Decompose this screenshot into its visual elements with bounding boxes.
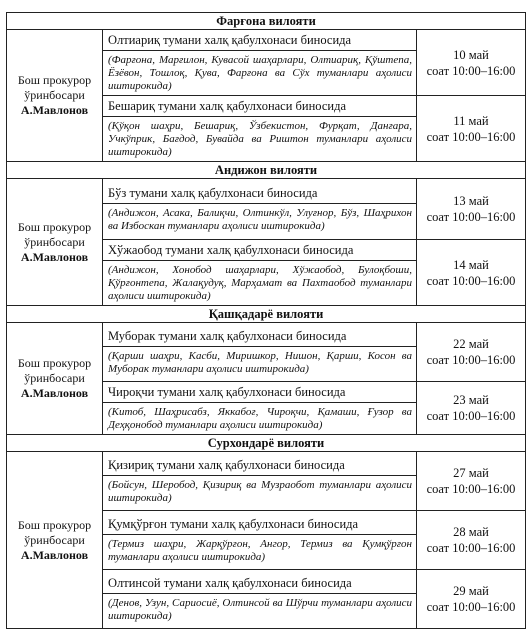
date-day: 28 май: [453, 525, 489, 539]
date-time: соат 10:00–16:00: [426, 409, 516, 423]
table-row: [7, 452, 526, 511]
date-cell: [417, 452, 526, 511]
date-cell: [417, 240, 526, 306]
region-header-row: [7, 306, 526, 323]
date-day: 11 май: [453, 113, 489, 128]
official-position: Бош прокурор ўринбосари: [17, 219, 92, 249]
venue-participants: (Қарши шаҳри, Касби, Миришкор, Нишон, Қарши, Косон ва Муборак туманлари аҳолиси иштирокида): [108, 350, 412, 375]
region-title: Андижон вилояти: [7, 162, 526, 179]
schedule-table: [6, 12, 526, 629]
date-cell: [417, 382, 526, 435]
official-cell: [7, 179, 103, 306]
venue-title: Чироқчи тумани халқ қабулхонаси биносида: [103, 384, 416, 403]
venue-participants: (Андижон, Хонобод шаҳарлари, Хўжаобод, Булоқбоши, Қўрғонтепа, Жалақудуқ, Марҳамат ва Пахтаобод туманлари аҳолиси иштирокида): [108, 264, 412, 302]
official-position: Бош прокурор ўринбосари: [17, 517, 92, 547]
date-time: соат 10:00–16:00: [426, 353, 516, 367]
venue-title: Бўз тумани халқ қабулхонаси биносида: [103, 185, 416, 204]
venue-participants: (Термиз шаҳри, Жарқўрғон, Ангор, Термиз ва Қумқўрғон туманлари аҳолиси иштирокида): [108, 538, 412, 563]
region-title: Фарғона вилояти: [7, 13, 526, 30]
date-cell: [417, 30, 526, 96]
official-position: Бош прокурор ўринбосари: [17, 356, 92, 385]
venue-cell: [103, 30, 417, 96]
venue-participants: (Денов, Узун, Сариосиё, Олтинсой ва Шўрчи туманлари аҳолиси иштирокида): [108, 597, 412, 622]
date-time: соат 10:00–16:00: [426, 541, 516, 555]
venue-participants: (Фарғона, Марғилон, Кувасой шаҳарлари, Олтиариқ, Қўштепа, Ёзёвон, Тошлоқ, Қува, Фарғона ва Сўх туманлари аҳолиси иштирокида): [108, 54, 412, 92]
date-time: соат 10:00–16:00: [426, 63, 516, 78]
official-name: А.Мавлонов: [20, 249, 89, 264]
venue-cell: [103, 323, 417, 382]
venue-title: Бешариқ тумани халқ қабулхонаси биносида: [103, 98, 416, 117]
date-time: соат 10:00–16:00: [426, 600, 516, 614]
venue-title: Олтиариқ тумани халқ қабулхонаси биносида: [103, 32, 416, 51]
venue-participants: (Қўқон шаҳри, Бешариқ, Ўзбекистон, Фурқат, Данғара, Учкўприк, Бағдод, Бувайда ва Риштон туманлари аҳолиси иштирокида): [108, 120, 412, 158]
venue-title: Муборак тумани халқ қабулхонаси биносида: [103, 328, 416, 347]
date-time: соат 10:00–16:00: [426, 482, 516, 496]
date-cell: [417, 179, 526, 240]
date-cell: [417, 96, 526, 162]
table-row: [7, 323, 526, 382]
official-cell: [7, 323, 103, 435]
date-day: 10 май: [453, 47, 489, 62]
venue-title: Хўжаобод тумани халқ қабулхонаси биносида: [103, 242, 416, 261]
date-cell: [417, 570, 526, 629]
date-day: 27 май: [453, 466, 489, 480]
venue-cell: [103, 452, 417, 511]
official-name: А.Мавлонов: [20, 547, 89, 562]
region-header-row: [7, 435, 526, 452]
venue-cell: [103, 240, 417, 306]
date-day: 13 май: [453, 194, 489, 208]
date-time: соат 10:00–16:00: [426, 273, 516, 288]
official-position: Бош прокурор ўринбосари: [17, 73, 92, 102]
date-day: 29 май: [453, 584, 489, 598]
venue-participants: (Андижон, Асака, Балиқчи, Олтинкўл, Улуғнор, Бўз, Шаҳрихон ва Избоскан туманлари аҳолиси иштирокида): [108, 207, 412, 232]
date-day: 23 май: [453, 393, 489, 407]
venue-cell: [103, 511, 417, 570]
region-header-row: [7, 162, 526, 179]
table-row: [7, 179, 526, 240]
official-name: А.Мавлонов: [20, 386, 89, 400]
region-title: Қашқадарё вилояти: [7, 306, 526, 323]
venue-cell: [103, 96, 417, 162]
venue-cell: [103, 179, 417, 240]
official-cell: [7, 30, 103, 162]
venue-title: Қумқўрғон тумани халқ қабулхонаси биносида: [103, 516, 416, 535]
official-cell: [7, 452, 103, 629]
region-header-row: [7, 13, 526, 30]
official-name: А.Мавлонов: [20, 103, 89, 117]
venue-participants: (Бойсун, Шеробод, Қизириқ ва Музраобот туманлари аҳолиси иштирокида): [108, 479, 412, 504]
date-time: соат 10:00–16:00: [426, 210, 516, 224]
date-cell: [417, 511, 526, 570]
region-title: Сурхондарё вилояти: [7, 435, 526, 452]
table-row: [7, 30, 526, 96]
venue-participants: (Китоб, Шаҳрисабз, Яккабоғ, Чироқчи, Қамаши, Ғузор ва Деҳқонобод туманлари аҳолиси иштирокида): [108, 406, 412, 431]
venue-title: Олтинсой тумани халқ қабулхонаси биносида: [103, 575, 416, 594]
date-time: соат 10:00–16:00: [426, 129, 516, 144]
venue-cell: [103, 382, 417, 435]
date-day: 22 май: [453, 337, 489, 351]
date-cell: [417, 323, 526, 382]
venue-cell: [103, 570, 417, 629]
date-day: 14 май: [453, 257, 489, 272]
venue-title: Қизириқ тумани халқ қабулхонаси биносида: [103, 457, 416, 476]
